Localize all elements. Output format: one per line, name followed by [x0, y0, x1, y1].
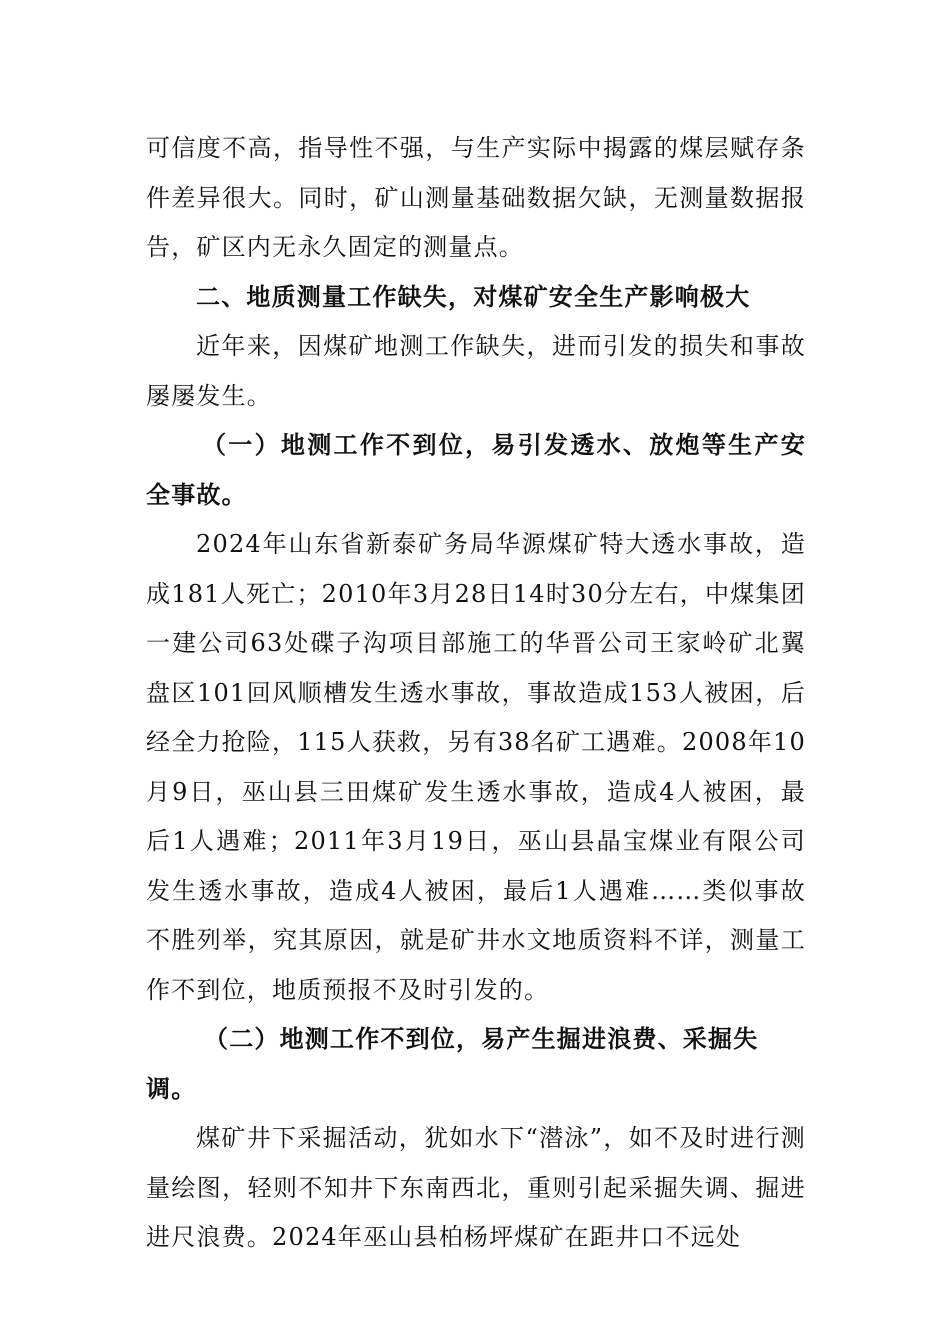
document-body [146, 124, 806, 1263]
subsection-heading-2: （二）地测工作不到位，易产生掘进浪费、采掘失调。 [146, 1025, 759, 1103]
paragraph-accidents: 2024年山东省新泰矿务局华源煤矿特大透水事故，造成181人死亡；2010年3月28日14时30分左右，中煤集团一建公司63处碟子沟项目部施工的华晋公司王家岭矿北翼盘区101回风顺槽发生透水事故，事故造成153人被困，后经全力抢险，115人获救，另有38名矿工遇难。2008年10月9日，巫山县三田煤矿发生透水事故，造成4人被困，最后1人遇难；2011年3月19日，巫山县晶宝煤业有限公司发生透水事故，造成4人被困，最后1人遇难……类似事故不胜列举，究其原因，就是矿井水文地质资料不详，测量工作不到位，地质预报不及时引发的。 [146, 530, 806, 1004]
paragraph-intro: 近年来，因煤矿地测工作缺失，进而引发的损失和事故屡屡发生。 [146, 332, 806, 410]
subsection-heading-1: （一）地测工作不到位，易引发透水、放炮等生产安全事故。 [146, 431, 806, 509]
section-heading-2: 二、地质测量工作缺失，对煤矿安全生产影响极大 [196, 282, 751, 311]
paragraph-continuation: 可信度不高，指导性不强，与生产实际中揭露的煤层赋存条件差异很大。同时，矿山测量基础数据欠缺，无测量数据报告，矿区内无永久固定的测量点。 [146, 134, 806, 261]
paragraph-diving: 煤矿井下采掘活动，犹如水下“潜泳”，如不及时进行测量绘图，轻则不知井下东南西北，重则引起采掘失调、掘进进尺浪费。2024年巫山县柏杨坪煤矿在距井口不远处 [146, 1124, 806, 1251]
